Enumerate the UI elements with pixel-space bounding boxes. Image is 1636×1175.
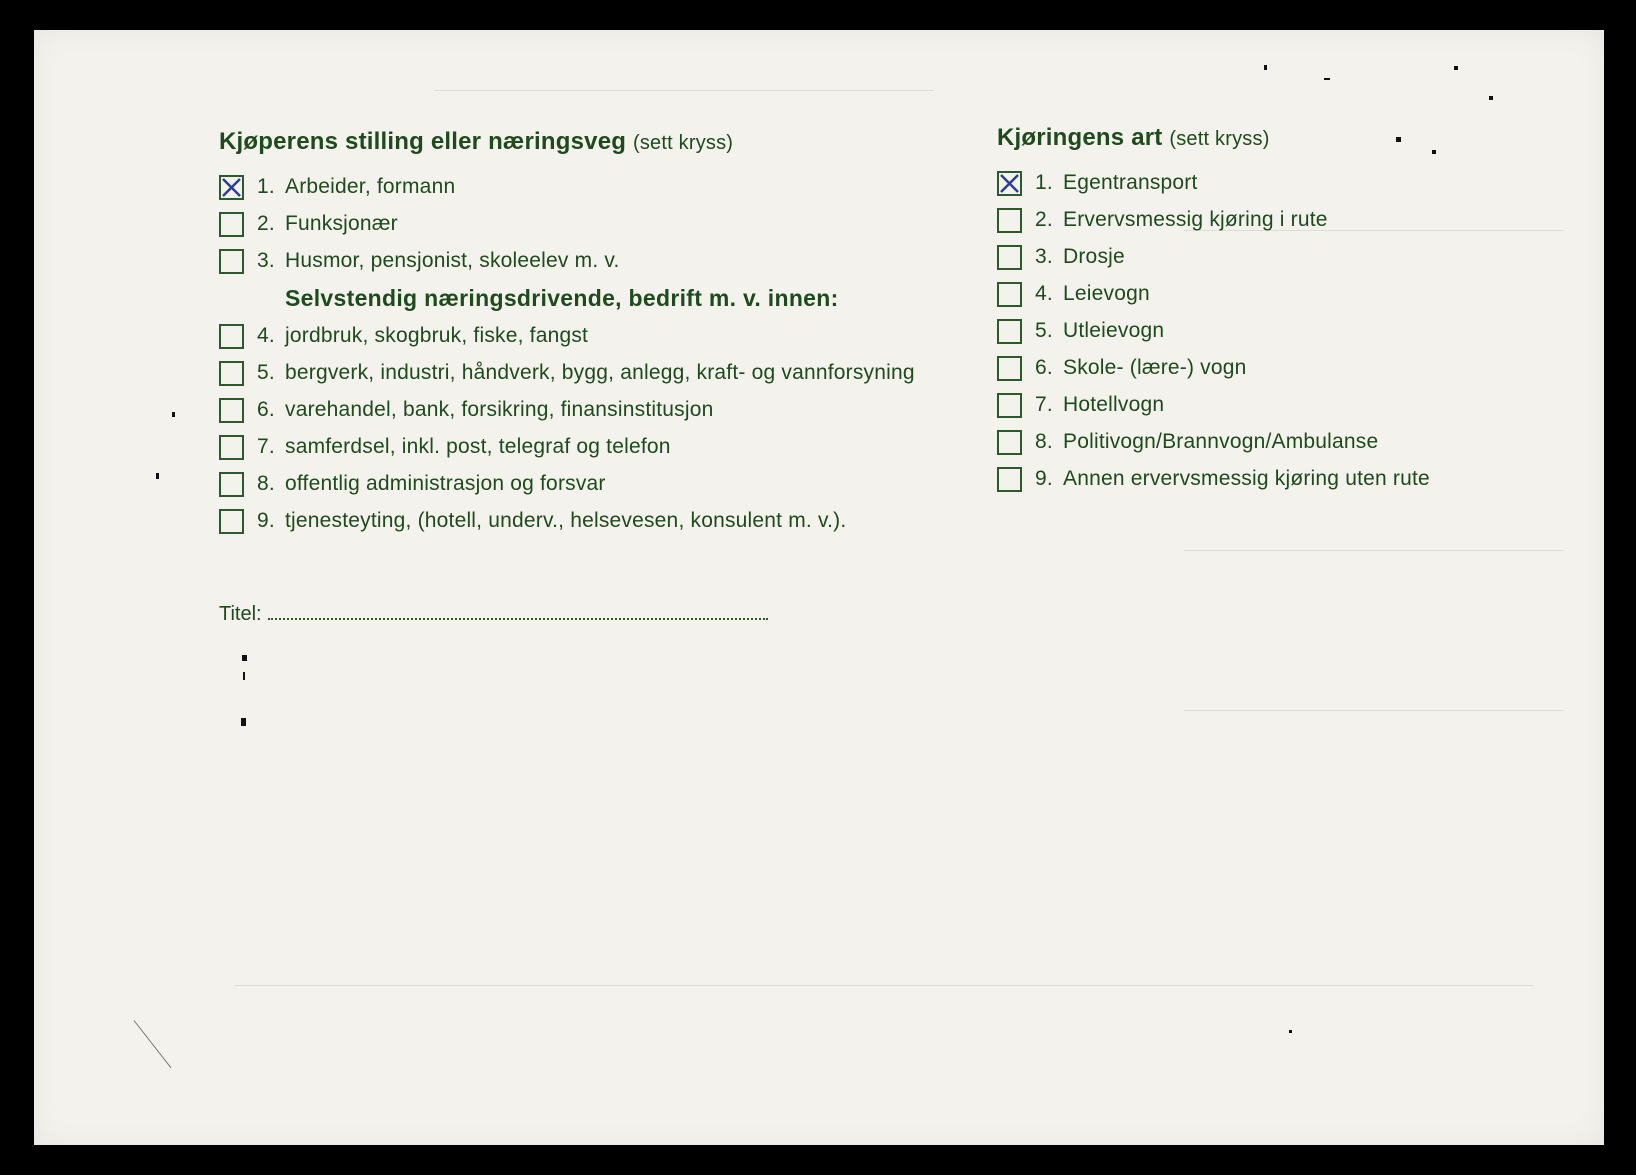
option-label: Husmor, pensjonist, skoleelev m. v. — [285, 249, 620, 272]
option-annen-ervervsmessig-kj-ring-uten-rute[interactable] — [997, 460, 1557, 497]
scratch-mark — [134, 1020, 172, 1068]
checkbox[interactable] — [219, 361, 244, 386]
option-number: 3. — [1035, 245, 1053, 268]
option-label: Drosje — [1063, 245, 1125, 268]
checkbox[interactable] — [997, 430, 1022, 455]
option-drosje[interactable] — [997, 238, 1557, 275]
buyer-occupation-note: (sett kryss) — [632, 132, 734, 154]
speck-mark — [1289, 1030, 1292, 1033]
driving-type-title: Kjøringens art — [997, 124, 1163, 151]
option-number: 7. — [257, 435, 275, 458]
checkbox[interactable] — [219, 435, 244, 460]
titel-field[interactable] — [219, 602, 768, 626]
option-label: Leievogn — [1063, 282, 1150, 305]
option-number: 8. — [1035, 430, 1053, 453]
checkbox[interactable] — [219, 324, 244, 349]
option-label: Ervervsmessig kjøring i rute — [1063, 208, 1328, 231]
option-number: 5. — [257, 361, 275, 384]
option-ervervsmessig-kj-ring-i-rute[interactable] — [997, 201, 1557, 238]
checkbox[interactable] — [997, 467, 1022, 492]
option-number: 9. — [257, 509, 275, 532]
option-label: Annen ervervsmessig kjøring uten rute — [1063, 467, 1430, 490]
option-label: jordbruk, skogbruk, fiske, fangst — [285, 324, 589, 347]
speck-mark — [172, 412, 175, 417]
buyer-occupation-section — [219, 122, 979, 539]
speck-mark — [242, 655, 247, 661]
driving-type-list — [997, 164, 1557, 497]
option-label: Politivogn/Brannvogn/Ambulanse — [1063, 430, 1379, 453]
option-offentlig-administrasjon-og-forsvar[interactable] — [219, 465, 979, 502]
driving-type-note: (sett kryss) — [1169, 128, 1270, 150]
option-label: Arbeider, formann — [285, 175, 456, 198]
checkbox[interactable] — [219, 398, 244, 423]
buyer-occupation-heading — [219, 122, 979, 162]
option-jordbruk-skogbruk-fiske-fangst[interactable] — [219, 317, 979, 354]
option-number: 6. — [1035, 356, 1053, 379]
option-label: Utleievogn — [1063, 319, 1165, 342]
option-number: 8. — [257, 472, 275, 495]
option-number: 4. — [1035, 282, 1053, 305]
option-number: 9. — [1035, 467, 1053, 490]
option-egentransport[interactable] — [997, 164, 1557, 201]
option-label: Hotellvogn — [1063, 393, 1165, 416]
option-skole-l-re-vogn[interactable] — [997, 349, 1557, 386]
checkbox[interactable] — [997, 171, 1022, 196]
option-label: offentlig administrasjon og forsvar — [285, 472, 606, 495]
option-number: 1. — [257, 175, 275, 198]
option-label: samferdsel, inkl. post, telegraf og telefon — [285, 435, 671, 458]
option-label: Funksjonær — [285, 212, 398, 235]
speck-mark — [1396, 137, 1401, 142]
check-cross-icon — [221, 177, 242, 198]
checkbox[interactable] — [997, 245, 1022, 270]
option-bergverk-industri-ha-ndverk-bygg-anlegg-[interactable] — [219, 354, 979, 391]
option-varehandel-bank-forsikring-finansinstitu[interactable] — [219, 391, 979, 428]
speck-mark — [243, 672, 245, 680]
option-samferdsel-inkl-post-telegraf-og-telefon[interactable] — [219, 428, 979, 465]
option-hotellvogn[interactable] — [997, 386, 1557, 423]
checkbox[interactable] — [219, 472, 244, 497]
option-number: 6. — [257, 398, 275, 421]
option-number: 2. — [257, 212, 275, 235]
form-card — [34, 30, 1604, 1145]
checkbox[interactable] — [997, 319, 1022, 344]
speck-mark — [241, 718, 246, 726]
option-number: 5. — [1035, 319, 1053, 342]
checkbox[interactable] — [219, 212, 244, 237]
driving-type-heading — [997, 118, 1557, 158]
occupation-list-2 — [219, 317, 979, 539]
speck-mark — [156, 473, 159, 479]
speck-mark — [1432, 150, 1436, 154]
option-arbeider-formann[interactable] — [219, 168, 979, 205]
option-label: varehandel, bank, forsikring, finansinstitusjon — [285, 398, 714, 421]
option-number: 3. — [257, 249, 275, 272]
option-leievogn[interactable] — [997, 275, 1557, 312]
option-husmor-pensjonist-skoleelev-m-v[interactable] — [219, 242, 979, 279]
option-number: 2. — [1035, 208, 1053, 231]
speck-mark — [1264, 65, 1267, 70]
titel-dotted-line[interactable] — [268, 602, 768, 620]
option-utleievogn[interactable] — [997, 312, 1557, 349]
option-number: 4. — [257, 324, 275, 347]
occupation-list-1 — [219, 168, 979, 279]
option-label: Egentransport — [1063, 171, 1198, 194]
checkbox[interactable] — [997, 282, 1022, 307]
buyer-occupation-title: Kjøperens stilling eller næringsveg — [219, 128, 627, 155]
checkbox[interactable] — [997, 393, 1022, 418]
check-cross-icon — [999, 173, 1020, 194]
self-employed-subheading: Selvstendig næringsdrivende, bedrift m. v. innen: — [285, 285, 839, 311]
option-label: Skole- (lære-) vogn — [1063, 356, 1247, 379]
option-funksjon-r[interactable] — [219, 205, 979, 242]
speck-mark — [1489, 96, 1493, 100]
option-politivogn-brannvogn-ambulanse[interactable] — [997, 423, 1557, 460]
speck-mark — [1454, 66, 1458, 70]
checkbox[interactable] — [219, 175, 244, 200]
speck-mark — [1324, 78, 1330, 80]
checkbox[interactable] — [997, 208, 1022, 233]
option-label: bergverk, industri, håndverk, bygg, anlegg, kraft- og vannforsyning — [285, 361, 915, 384]
driving-type-section — [997, 118, 1557, 497]
checkbox[interactable] — [219, 509, 244, 534]
checkbox[interactable] — [219, 249, 244, 274]
option-number: 1. — [1035, 171, 1053, 194]
option-number: 7. — [1035, 393, 1053, 416]
titel-label: Titel: — [219, 603, 262, 625]
option-tjenesteyting-hotell-underv-helsevesen-k[interactable] — [219, 502, 979, 539]
option-label: tjenesteyting, (hotell, underv., helsevesen, konsulent m. v.). — [285, 509, 847, 532]
checkbox[interactable] — [997, 356, 1022, 381]
